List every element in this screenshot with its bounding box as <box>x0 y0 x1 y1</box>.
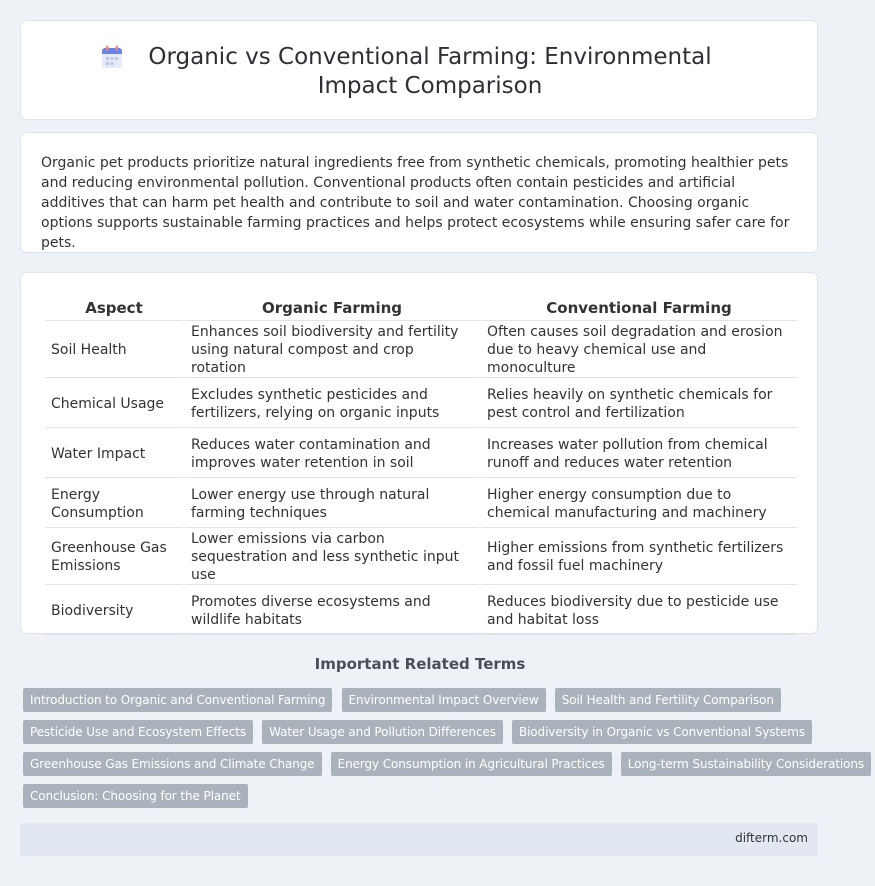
related-term-tag[interactable]: Long-term Sustainability Considerations <box>621 752 871 776</box>
calendar-icon <box>101 45 123 69</box>
related-terms-list <box>23 688 865 816</box>
footer-site-link[interactable]: difterm.com <box>735 831 808 845</box>
tag-row <box>23 752 865 776</box>
tag-row <box>23 784 803 808</box>
organic-cell: Promotes diverse ecosystems and wildlife habitats <box>185 587 479 635</box>
organic-cell: Lower emissions via carbon sequestration and less synthetic input use <box>185 530 479 585</box>
aspect-cell: Greenhouse Gas Emissions <box>45 530 183 585</box>
intro-card <box>20 132 818 253</box>
aspect-cell: Biodiversity <box>45 587 183 635</box>
header-card <box>20 20 818 120</box>
related-term-tag[interactable]: Pesticide Use and Ecosystem Effects <box>23 720 253 744</box>
conventional-cell: Higher energy consumption due to chemical manufacturing and machinery <box>481 480 797 528</box>
aspect-cell: Water Impact <box>45 430 183 478</box>
aspect-cell: Chemical Usage <box>45 380 183 428</box>
organic-cell: Excludes synthetic pesticides and fertilizers, relying on organic inputs <box>185 380 479 428</box>
footer-bar <box>20 823 818 856</box>
aspect-cell: Energy Consumption <box>45 480 183 528</box>
page-title: Organic vs Conventional Farming: Environmental Impact Comparison <box>148 44 712 99</box>
comparison-table <box>43 293 799 637</box>
title-wrap <box>21 43 817 101</box>
table-header-row <box>45 295 797 321</box>
organic-cell: Enhances soil biodiversity and fertility using natural compost and crop rotation <box>185 323 479 378</box>
comparison-table-card <box>20 272 818 634</box>
column-header-conventional: Conventional Farming <box>481 295 797 321</box>
column-header-aspect: Aspect <box>45 295 183 321</box>
table-row <box>45 530 797 585</box>
table-row <box>45 430 797 478</box>
column-header-organic: Organic Farming <box>185 295 479 321</box>
conventional-cell: Relies heavily on synthetic chemicals for pest control and fertilization <box>481 380 797 428</box>
table-row <box>45 587 797 635</box>
table-row <box>45 380 797 428</box>
conventional-cell: Reduces biodiversity due to pesticide use and habitat loss <box>481 587 797 635</box>
related-term-tag[interactable]: Greenhouse Gas Emissions and Climate Change <box>23 752 322 776</box>
table-row <box>45 323 797 378</box>
related-term-tag[interactable]: Conclusion: Choosing for the Planet <box>23 784 248 808</box>
conventional-cell: Higher emissions from synthetic fertilizers and fossil fuel machinery <box>481 530 797 585</box>
related-term-tag[interactable]: Soil Health and Fertility Comparison <box>555 688 781 712</box>
organic-cell: Reduces water contamination and improves water retention in soil <box>185 430 479 478</box>
table-row <box>45 480 797 528</box>
related-terms-title: Important Related Terms <box>314 655 526 673</box>
related-term-tag[interactable]: Introduction to Organic and Conventional Farming <box>23 688 332 712</box>
organic-cell: Lower energy use through natural farming techniques <box>185 480 479 528</box>
related-term-tag[interactable]: Environmental Impact Overview <box>342 688 546 712</box>
related-term-tag[interactable]: Biodiversity in Organic vs Conventional Systems <box>512 720 812 744</box>
related-term-tag[interactable]: Water Usage and Pollution Differences <box>262 720 503 744</box>
intro-paragraph: Organic pet products prioritize natural ingredients free from synthetic chemicals, promoting healthier pets and reducing environmental pollution. Conventional products often contain pesticides and artificial additives that can harm pet health and contribute to soil and water contamination. Choosing organic options supports sustainable farming practices and helps protect ecosystems while ensuring safer care for pets. <box>41 155 790 251</box>
conventional-cell: Often causes soil degradation and erosion due to heavy chemical use and monoculture <box>481 323 797 378</box>
related-term-tag[interactable]: Energy Consumption in Agricultural Practices <box>331 752 612 776</box>
tag-row <box>23 720 806 744</box>
tag-row <box>23 688 803 712</box>
conventional-cell: Increases water pollution from chemical runoff and reduces water retention <box>481 430 797 478</box>
aspect-cell: Soil Health <box>45 323 183 378</box>
